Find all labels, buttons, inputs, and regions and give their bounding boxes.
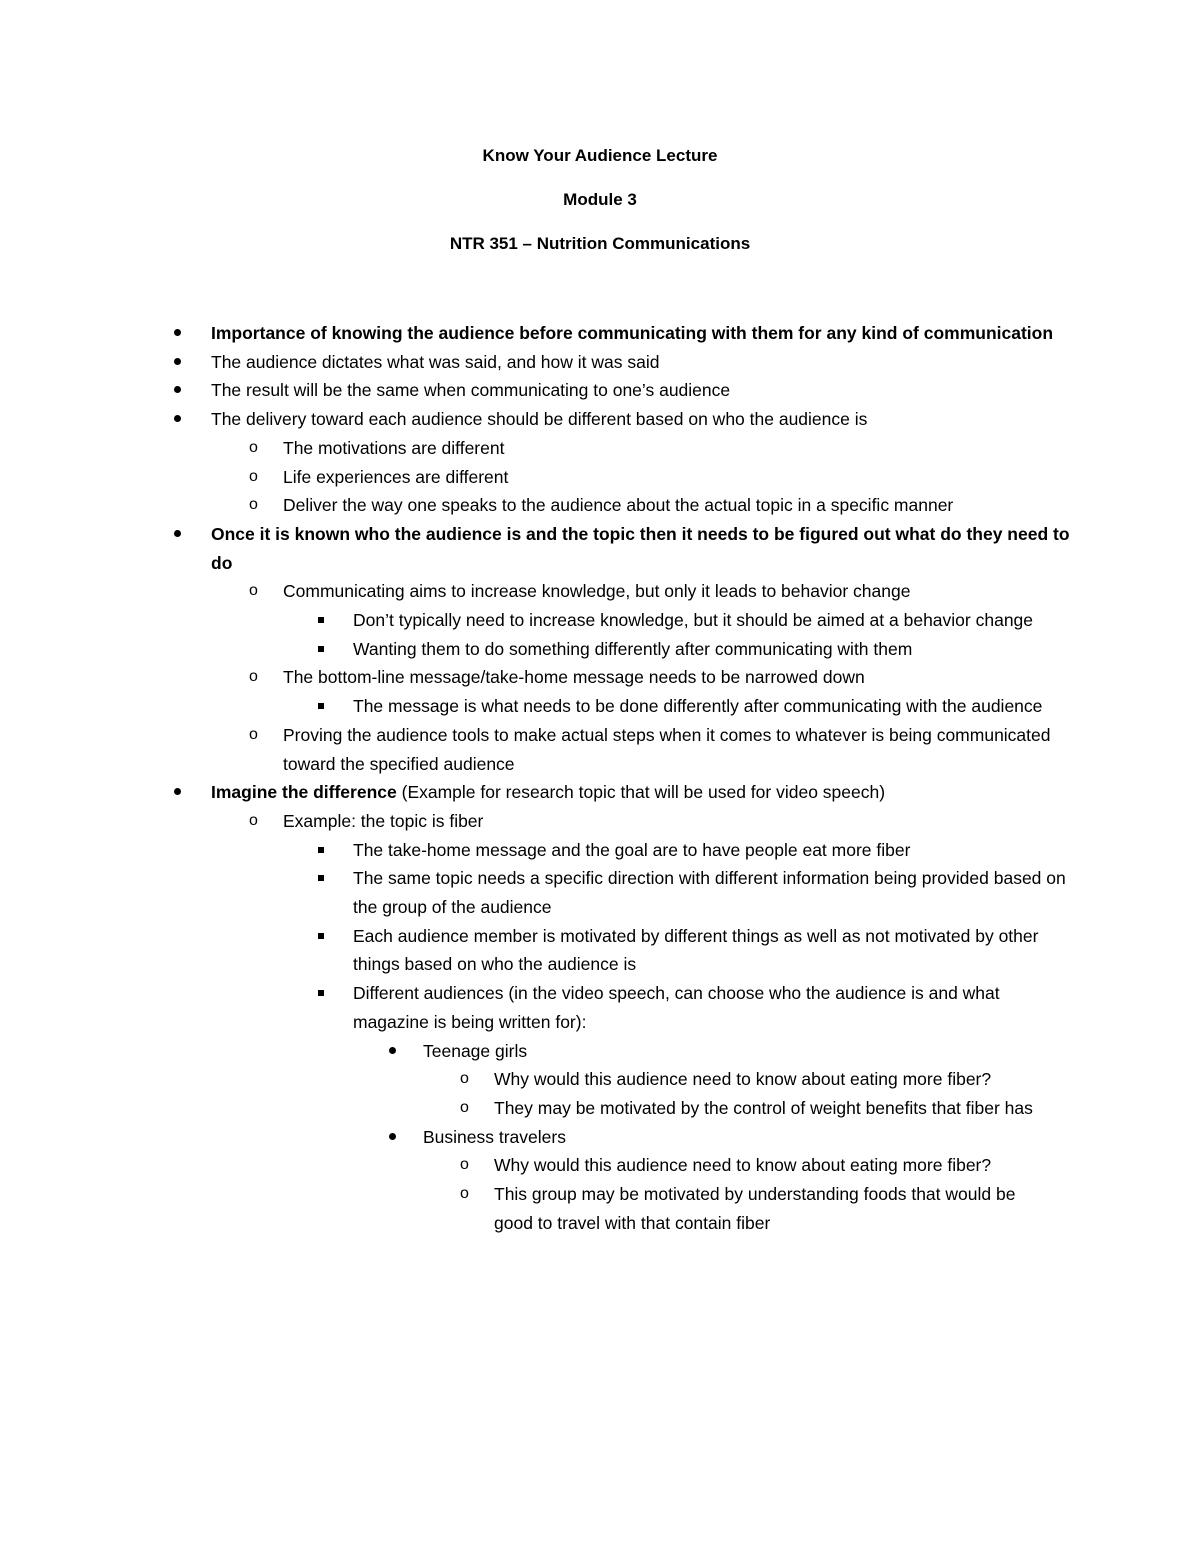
outline-item (0, 1151, 1200, 1180)
outline-item-text: Example: the topic is fiber (283, 810, 484, 831)
outline-item (0, 1123, 1200, 1152)
hollow-bullet-icon: o (249, 668, 258, 686)
outline-item (0, 319, 1200, 348)
hollow-bullet-icon: o (249, 496, 258, 514)
outline-item (0, 1037, 1200, 1066)
outline-item (0, 491, 1200, 520)
outline-item (0, 635, 1200, 664)
hollow-bullet-icon: o (460, 1098, 469, 1116)
outline-item-text: Different audiences (in the video speech, can choose who the audience is and what magazine is being written for): (353, 983, 1000, 1032)
outline-item (0, 692, 1200, 721)
outline-item-text: Proving the audience tools to make actual steps when it comes to whatever is being communicated toward the specified audience (283, 724, 1051, 774)
hollow-bullet-icon: o (249, 438, 258, 456)
outline-item-text: The take-home message and the goal are to have people eat more fiber (353, 839, 911, 860)
outline-item (0, 376, 1200, 405)
outline-item-text: Life experiences are different (283, 466, 509, 487)
outline-item (0, 864, 1200, 921)
outline-item-text: Communicating aims to increase knowledge, but only it leads to behavior change (283, 581, 911, 602)
outline-item-text: Deliver the way one speaks to the audience about the actual topic in a specific manner (283, 495, 954, 516)
hollow-bullet-icon: o (460, 1070, 469, 1088)
outline-item (0, 922, 1200, 979)
outline-item-text: The motivations are different (283, 437, 505, 458)
outline-item (0, 778, 1200, 807)
outline-item-text: The message is what needs to be done differently after communicating with the audience (353, 696, 1043, 717)
hollow-bullet-icon: o (460, 1185, 469, 1203)
outline-item-text: The audience dictates what was said, and how it was said (211, 351, 660, 372)
module-label: Module 3 (563, 190, 637, 209)
hollow-bullet-icon: o (249, 582, 258, 600)
outline-item-text: Once it is known who the audience is and the topic then it needs to be figured out what do they need to do (211, 523, 1070, 573)
document-title: Know Your Audience Lecture (482, 146, 718, 165)
hollow-bullet-icon: o (249, 467, 258, 485)
course-label: NTR 351 – Nutrition Communications (449, 234, 751, 253)
outline-item (0, 1094, 1200, 1123)
outline-item-text: Each audience member is motivated by different things as well as not motivated by other things based on who the audience is (353, 925, 1039, 975)
outline-item (0, 1180, 1200, 1237)
outline-item-text (211, 778, 1071, 807)
outline-item-text: Wanting them to do something differently after communicating with them (353, 638, 913, 659)
outline-item (0, 463, 1200, 492)
outline-item (0, 721, 1200, 778)
outline-item (0, 807, 1200, 836)
outline-item-text: The delivery toward each audience should be different based on who the audience is (211, 409, 868, 430)
outline-item-text: The result will be the same when communicating to one’s audience (211, 380, 731, 401)
outline-item (0, 405, 1200, 434)
outline-item (0, 348, 1200, 377)
outline-item (0, 577, 1200, 606)
hollow-bullet-icon: o (249, 725, 258, 743)
outline-item-text: Why would this audience need to know about eating more fiber? (494, 1069, 992, 1090)
outline-item (0, 520, 1200, 577)
outline-item-text: Don’t typically need to increase knowledge, but it should be aimed at a behavior change (353, 610, 1034, 631)
outline-item-text: Business travelers (423, 1126, 566, 1147)
outline-item-text: Importance of knowing the audience before communicating with them for any kind of communication (211, 323, 1054, 343)
outline-list (0, 319, 1200, 1238)
outline-item-bold-prefix: Imagine the difference (211, 782, 397, 803)
outline-item-text: They may be motivated by the control of weight benefits that fiber has (494, 1097, 1033, 1118)
hollow-bullet-icon: o (249, 811, 258, 829)
outline-item (0, 1065, 1200, 1094)
outline-item (0, 663, 1200, 692)
outline-item-text: The same topic needs a specific direction with different information being provided based on the group of the audience (353, 868, 1066, 918)
outline-item-rest: (Example for research topic that will be used for video speech) (396, 782, 886, 803)
outline-item-text: Teenage girls (423, 1040, 528, 1061)
outline-item (0, 979, 1200, 1036)
outline-item-text: Why would this audience need to know about eating more fiber? (494, 1155, 992, 1176)
hollow-bullet-icon: o (460, 1156, 469, 1174)
outline-item (0, 606, 1200, 635)
outline-item-text: This group may be motivated by understanding foods that would be good to travel with that contain fiber (494, 1184, 1016, 1233)
outline-item (0, 836, 1200, 865)
outline-item-text: The bottom-line message/take-home message needs to be narrowed down (283, 667, 865, 688)
outline-item (0, 434, 1200, 463)
